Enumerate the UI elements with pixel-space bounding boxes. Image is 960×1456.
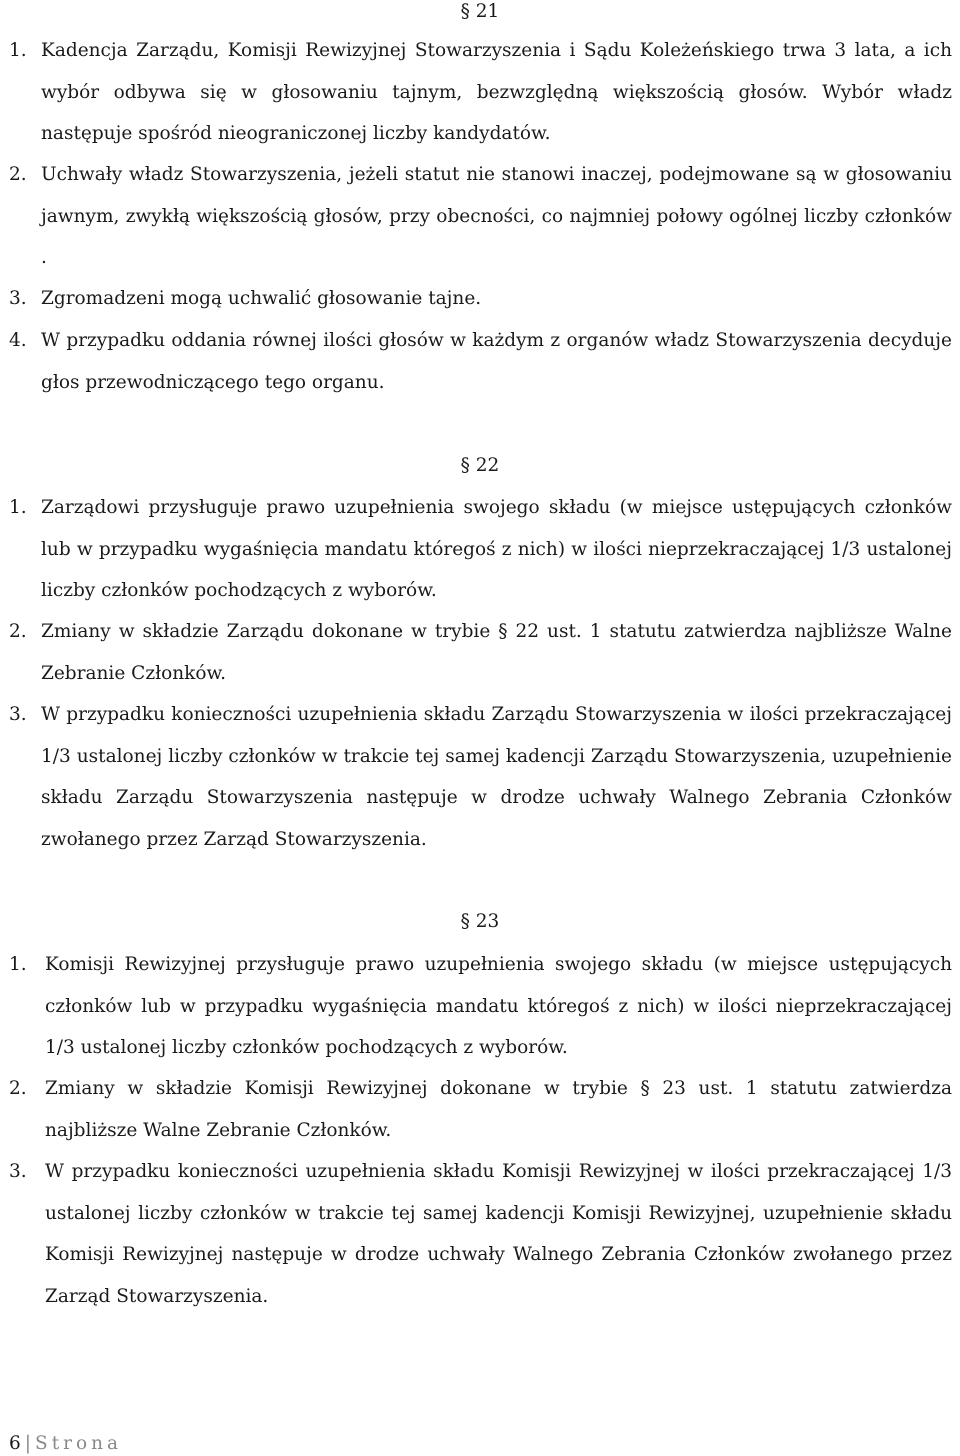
paragraph-number: 2. [9, 621, 27, 642]
footer-page-label: Strona [35, 1433, 123, 1454]
paragraph-number: 2. [9, 1078, 27, 1099]
section-heading [0, 0, 960, 24]
paragraph [9, 278, 952, 320]
paragraph [9, 154, 952, 279]
paragraph-number: 1. [9, 954, 27, 975]
section-heading [0, 454, 960, 478]
section-heading-text: § 23 [460, 911, 500, 932]
paragraph-number: 3. [9, 704, 27, 725]
paragraph-text: Uchwały władz Stowarzyszenia, jeżeli statut nie stanowi inaczej, podejmowane są w głosowaniu jawnym, zwykłą większością głosów, przy obecności, co najmniej połowy ogólnej liczby członków . [41, 164, 952, 268]
paragraph-text: Zmiany w składzie Komisji Rewizyjnej dokonane w trybie § 23 ust. 1 statutu zatwierdza najbliższe Walne Zebranie Członków. [45, 1078, 952, 1141]
section-heading-text: § 21 [460, 1, 500, 22]
page-footer [9, 1432, 122, 1456]
paragraph-number: 3. [9, 288, 27, 309]
paragraph-text: Zarządowi przysługuje prawo uzupełnienia swojego składu (w miejsce ustępujących członków lub w przypadku wygaśnięcia mandatu któregoś z nich) w ilości nieprzekraczającej 1/3 ustalonej liczby członków pochodzących z wyborów. [41, 497, 952, 601]
footer-separator: | [24, 1433, 32, 1454]
paragraph-number: 2. [9, 164, 27, 185]
paragraph-number: 3. [9, 1161, 27, 1182]
section-heading-text: § 22 [460, 455, 500, 476]
paragraph-text: Komisji Rewizyjnej przysługuje prawo uzupełnienia swojego składu (w miejsce ustępujących członków lub w przypadku wygaśnięcia mandatu któregoś z nich) w ilości nieprzekraczającej 1/3 ustalonej liczby członków pochodzących z wyborów. [45, 954, 952, 1058]
paragraph-text: W przypadku konieczności uzupełnienia składu Komisji Rewizyjnej w ilości przekraczającej 1/3 ustalonej liczby członków w trakcie tej samej kadencji Komisji Rewizyjnej, uzupełnienie składu Komisji Rewizyjnej następuje w drodze uchwały Walnego Zebrania Członków zwołanego przez Zarząd Stowarzyszenia. [45, 1161, 952, 1307]
paragraph [9, 694, 952, 860]
paragraph [9, 487, 952, 612]
paragraph [9, 30, 952, 155]
paragraph-text: W przypadku konieczności uzupełnienia składu Zarządu Stowarzyszenia w ilości przekraczającej 1/3 ustalonej liczby członków w trakcie tej samej kadencji Zarządu Stowarzyszenia, uzupełnienie składu Zarządu Stowarzyszenia następuje w drodze uchwały Walnego Zebrania Członków zwołanego przez Zarząd Stowarzyszenia. [41, 704, 952, 850]
paragraph-number: 1. [9, 497, 27, 518]
paragraph-text: Zmiany w składzie Zarządu dokonane w trybie § 22 ust. 1 statutu zatwierdza najbliższe Walne Zebranie Członków. [41, 621, 952, 684]
paragraph-text: Kadencja Zarządu, Komisji Rewizyjnej Stowarzyszenia i Sądu Koleżeńskiego trwa 3 lata, a ich wybór odbywa się w głosowaniu tajnym, bezwzględną większością głosów. Wybór władz następuje spośród nieograniczonej liczby kandydatów. [41, 40, 952, 144]
paragraph [9, 611, 952, 694]
page-number: 6 [9, 1433, 21, 1454]
paragraph-number: 4. [9, 330, 27, 351]
paragraph-number: 1. [9, 40, 27, 61]
section-heading [0, 910, 960, 934]
paragraph-text: W przypadku oddania równej ilości głosów w każdym z organów władz Stowarzyszenia decyduje głos przewodniczącego tego organu. [41, 330, 952, 393]
paragraph [9, 944, 952, 1069]
paragraph [9, 1068, 952, 1151]
paragraph [9, 1151, 952, 1317]
paragraph-text: Zgromadzeni mogą uchwalić głosowanie tajne. [41, 288, 482, 309]
paragraph [9, 320, 952, 403]
